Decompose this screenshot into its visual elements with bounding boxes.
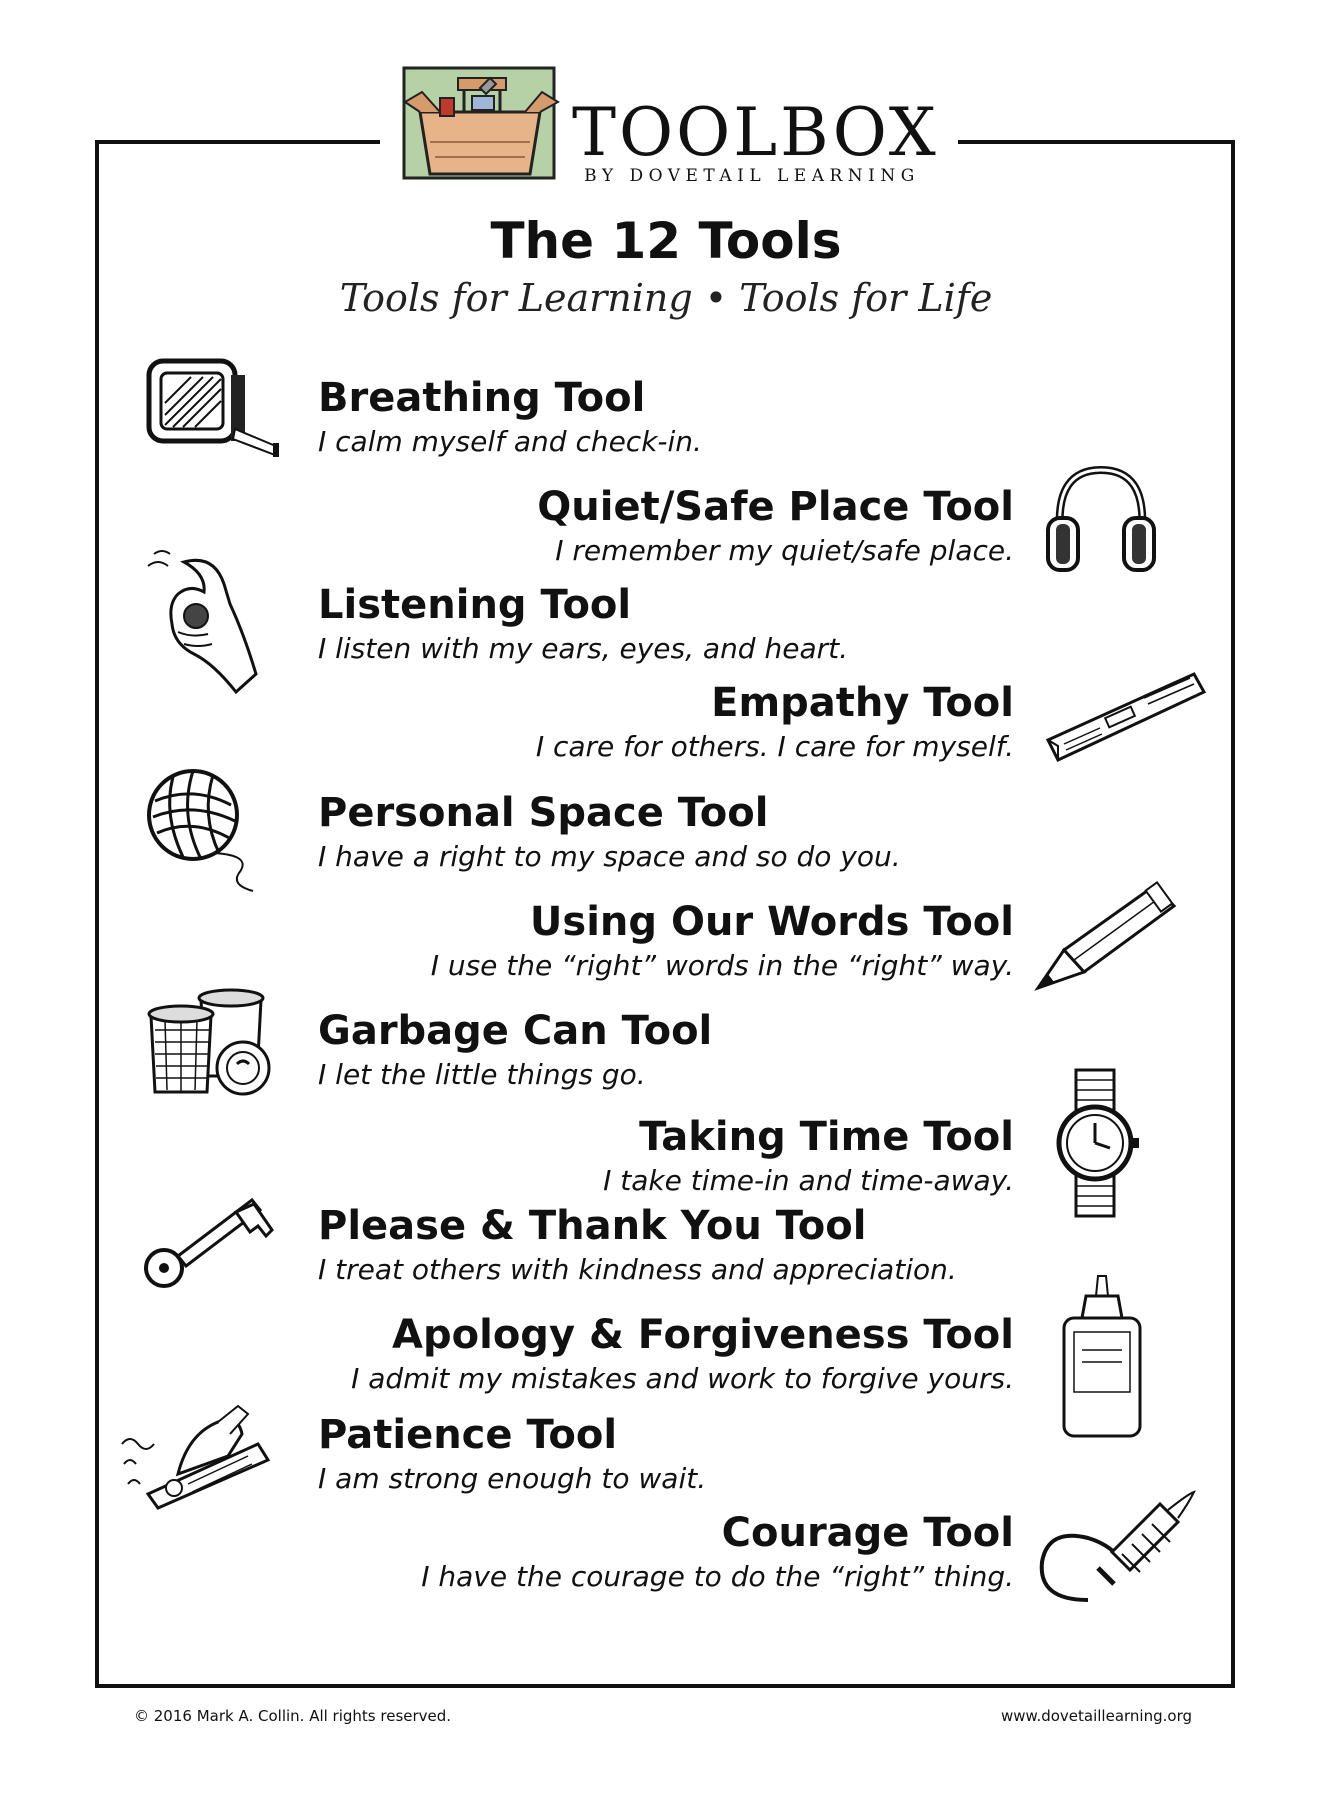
tool-description: I use the “right” words in the “right” way. xyxy=(430,949,1014,982)
tool-name: Quiet/Safe Place Tool xyxy=(537,484,1014,530)
toolbox-logo-icon xyxy=(400,62,566,184)
tape-measure-icon xyxy=(143,355,283,469)
wood-plane-icon xyxy=(118,1404,278,1518)
tool-description: I am strong enough to wait. xyxy=(318,1462,707,1495)
tool-name: Courage Tool xyxy=(721,1510,1014,1556)
tool-description: I care for others. I care for myself. xyxy=(535,730,1014,763)
tool-name: Apology & Forgiveness Tool xyxy=(392,1312,1014,1358)
tool-description: I let the little things go. xyxy=(318,1058,646,1091)
tool-please-thank-you xyxy=(318,1201,957,1289)
tool-name: Garbage Can Tool xyxy=(318,1008,713,1054)
page-subtitle: Tools for Learning • Tools for Life xyxy=(339,276,993,320)
tool-taking-time xyxy=(603,1112,1014,1200)
tool-description: I admit my mistakes and work to forgive yours. xyxy=(351,1362,1014,1395)
tool-breathing xyxy=(318,373,702,461)
tool-description: I take time-in and time-away. xyxy=(603,1164,1014,1197)
page-title: The 12 Tools xyxy=(490,212,842,270)
tool-listening xyxy=(318,580,848,668)
tool-name: Listening Tool xyxy=(318,582,632,628)
brand xyxy=(572,94,939,186)
glue-bottle-icon xyxy=(1058,1272,1148,1446)
tool-patience xyxy=(318,1410,706,1498)
tool-description: I have a right to my space and so do you. xyxy=(318,840,901,873)
pencil-icon xyxy=(1034,880,1184,999)
tool-apology-forgiveness xyxy=(351,1310,1014,1398)
tool-description: I calm myself and check-in. xyxy=(318,425,702,458)
tool-name: Breathing Tool xyxy=(318,375,646,421)
tool-name: Empathy Tool xyxy=(711,680,1014,726)
headphones-icon xyxy=(1046,460,1156,584)
tool-quiet-safe-place xyxy=(537,482,1014,570)
garbage-can-icon xyxy=(145,980,275,1104)
brand-byline: BY DOVETAIL LEARNING xyxy=(584,166,920,186)
tool-description: I treat others with kindness and appreciation. xyxy=(318,1253,957,1286)
yarn-ball-icon xyxy=(143,765,273,899)
tool-description: I listen with my ears, eyes, and heart. xyxy=(318,632,849,665)
tool-name: Please & Thank You Tool xyxy=(318,1203,867,1249)
tool-garbage-can xyxy=(318,1006,712,1094)
brand-name: TOOLBOX xyxy=(572,94,939,171)
level-icon xyxy=(1044,660,1214,774)
tool-name: Taking Time Tool xyxy=(639,1114,1014,1160)
tool-using-our-words xyxy=(431,897,1014,985)
watch-icon xyxy=(1054,1068,1144,1222)
key-icon xyxy=(140,1190,280,1294)
footer-website: www.dovetaillearning.org xyxy=(1001,1707,1192,1725)
hand-icon xyxy=(144,544,269,698)
power-drill-icon xyxy=(1028,1488,1198,1612)
tool-name: Patience Tool xyxy=(318,1412,618,1458)
tool-name: Personal Space Tool xyxy=(318,790,769,836)
tool-personal-space xyxy=(318,788,901,876)
tool-courage xyxy=(421,1508,1014,1596)
tool-name: Using Our Words Tool xyxy=(529,899,1014,945)
tool-description: I remember my quiet/safe place. xyxy=(555,534,1014,567)
tool-empathy xyxy=(536,678,1014,766)
tool-description: I have the courage to do the “right” thing. xyxy=(421,1560,1014,1593)
footer-copyright: © 2016 Mark A. Collin. All rights reserved. xyxy=(134,1707,452,1725)
